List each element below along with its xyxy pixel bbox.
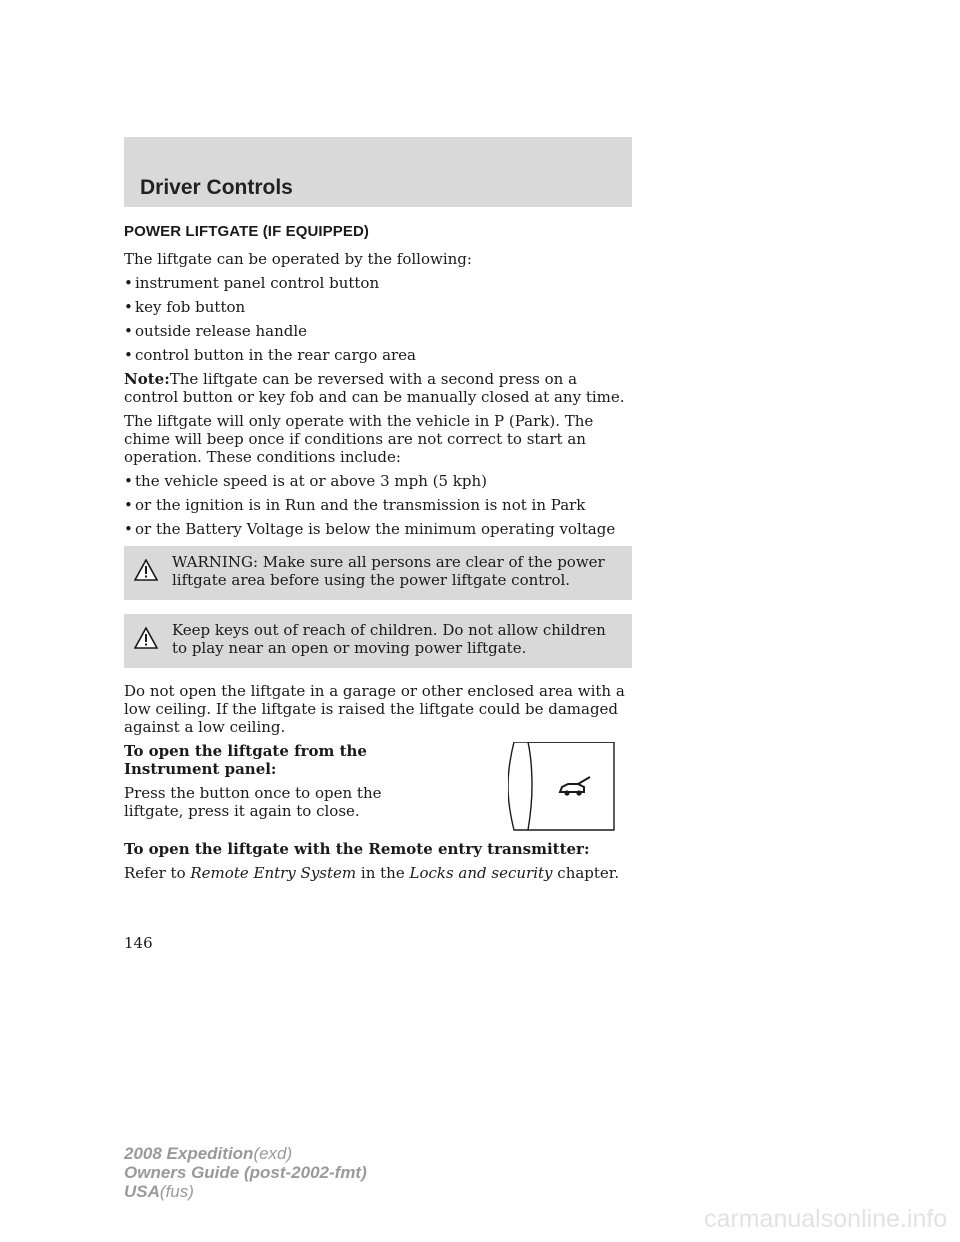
instrument-heading: To open the liftgate from the Instrument panel:: [124, 742, 367, 778]
list-item: • control button in the rear cargo area: [124, 346, 417, 364]
warning-text: Keep keys out of reach of children. Do not allow children to play near an open or moving power liftgate.: [172, 621, 606, 657]
bullet-icon: •: [124, 274, 133, 292]
page-content: [124, 223, 632, 888]
chapter-title: Driver Controls: [140, 176, 293, 199]
intro-paragraph: The liftgate can be operated by the following:: [124, 250, 472, 268]
page-number: 146: [124, 934, 153, 952]
bullet-icon: •: [124, 472, 133, 490]
bullet-icon: •: [124, 298, 133, 316]
note-paragraph: [124, 370, 632, 406]
list-item: • outside release handle: [124, 322, 308, 340]
note-label: Note:: [124, 370, 170, 388]
park-paragraph: The liftgate will only operate with the vehicle in P (Park). The chime will beep once if conditions are not correct to start an operation. These conditions include:: [124, 412, 594, 466]
instrument-panel-block: [124, 742, 632, 832]
warning-box: [124, 614, 632, 668]
remote-heading: To open the liftgate with the Remote entry transmitter:: [124, 840, 590, 858]
refer-link-remote-entry: Remote Entry System: [190, 864, 357, 882]
list-item: • or the ignition is in Run and the transmission is not in Park: [124, 496, 586, 514]
bullet-icon: •: [124, 496, 133, 514]
list-item: • or the Battery Voltage is below the minimum operating voltage: [124, 520, 616, 538]
bullet-icon: •: [124, 322, 133, 340]
warning-triangle-icon: [134, 621, 172, 653]
watermark: carmanualsonline.info: [704, 1205, 948, 1233]
list-item: • instrument panel control button: [124, 274, 380, 292]
list-item: • the vehicle speed is at or above 3 mph (5 kph): [124, 472, 488, 490]
note-text: The liftgate can be reversed with a second press on a control button or key fob and can be manually closed at any time.: [124, 370, 625, 406]
garage-paragraph: Do not open the liftgate in a garage or other enclosed area with a low ceiling. If the liftgate is raised the liftgate could be damaged against a low ceiling.: [124, 682, 625, 736]
section-title: POWER LIFTGATE (IF EQUIPPED): [124, 223, 370, 240]
document-footer: 2008 Expedition(exd) Owners Guide (post-2002-fmt) USA(fus): [124, 1144, 367, 1201]
instrument-text: Press the button once to open the liftgate, press it again to close.: [124, 784, 382, 820]
refer-link-locks: Locks and security: [409, 864, 553, 882]
refer-paragraph: Refer to Remote Entry System in the Locks and security chapter.: [124, 864, 620, 882]
list-item: • key fob button: [124, 298, 246, 316]
warning-triangle-icon: [134, 553, 172, 585]
warning-text: WARNING: Make sure all persons are clear of the power liftgate area before using the power liftgate control.: [172, 553, 605, 589]
bullet-icon: •: [124, 346, 133, 364]
bullet-icon: •: [124, 520, 133, 538]
warning-box: [124, 546, 632, 600]
liftgate-button-illustration: [508, 742, 618, 832]
